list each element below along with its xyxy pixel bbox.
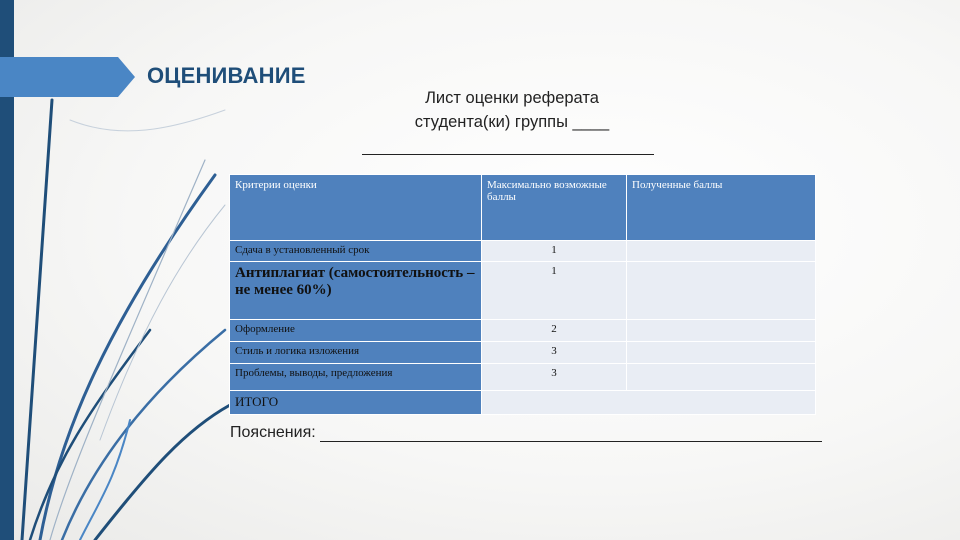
sheet-title-line2: студента(ки) группы ____ [414, 113, 610, 131]
max-score-cell: 1 [482, 241, 627, 262]
table-total-row [230, 391, 816, 415]
header-received-score: Полученные баллы [627, 175, 816, 241]
received-score-cell [627, 364, 816, 391]
max-score-cell: 1 [482, 262, 627, 320]
criterion-cell: Антиплагиат (самостоятельность – не менее 60%) [230, 262, 482, 320]
table-header-row [230, 175, 816, 241]
max-score-cell: 3 [482, 364, 627, 391]
received-score-cell [627, 342, 816, 364]
total-label-cell: ИТОГО [230, 391, 482, 415]
max-score-cell: 2 [482, 320, 627, 342]
received-score-cell [627, 320, 816, 342]
sheet-title-line1: Лист оценки реферата [425, 89, 599, 107]
title-underline [362, 154, 654, 155]
explanations-field [230, 424, 830, 442]
criterion-cell: Сдача в установленный срок [230, 241, 482, 262]
explanations-label: Пояснения: [230, 424, 316, 441]
received-score-cell [627, 262, 816, 320]
table-row [230, 320, 816, 342]
total-value-cell [482, 391, 816, 415]
explanations-line [320, 427, 822, 442]
sheet-title [392, 86, 632, 134]
table-row [230, 364, 816, 391]
header-max-score: Максимально возможные баллы [482, 175, 627, 241]
criterion-cell: Оформление [230, 320, 482, 342]
criterion-cell: Стиль и логика изложения [230, 342, 482, 364]
received-score-cell [627, 241, 816, 262]
max-score-cell: 3 [482, 342, 627, 364]
criterion-cell: Проблемы, выводы, предложения [230, 364, 482, 391]
header-criteria: Критерии оценки [230, 175, 482, 241]
grading-table [229, 174, 816, 415]
table-row [230, 342, 816, 364]
slide-title: ОЦЕНИВАНИЕ [147, 63, 306, 88]
table-row [230, 241, 816, 262]
table-row [230, 262, 816, 320]
